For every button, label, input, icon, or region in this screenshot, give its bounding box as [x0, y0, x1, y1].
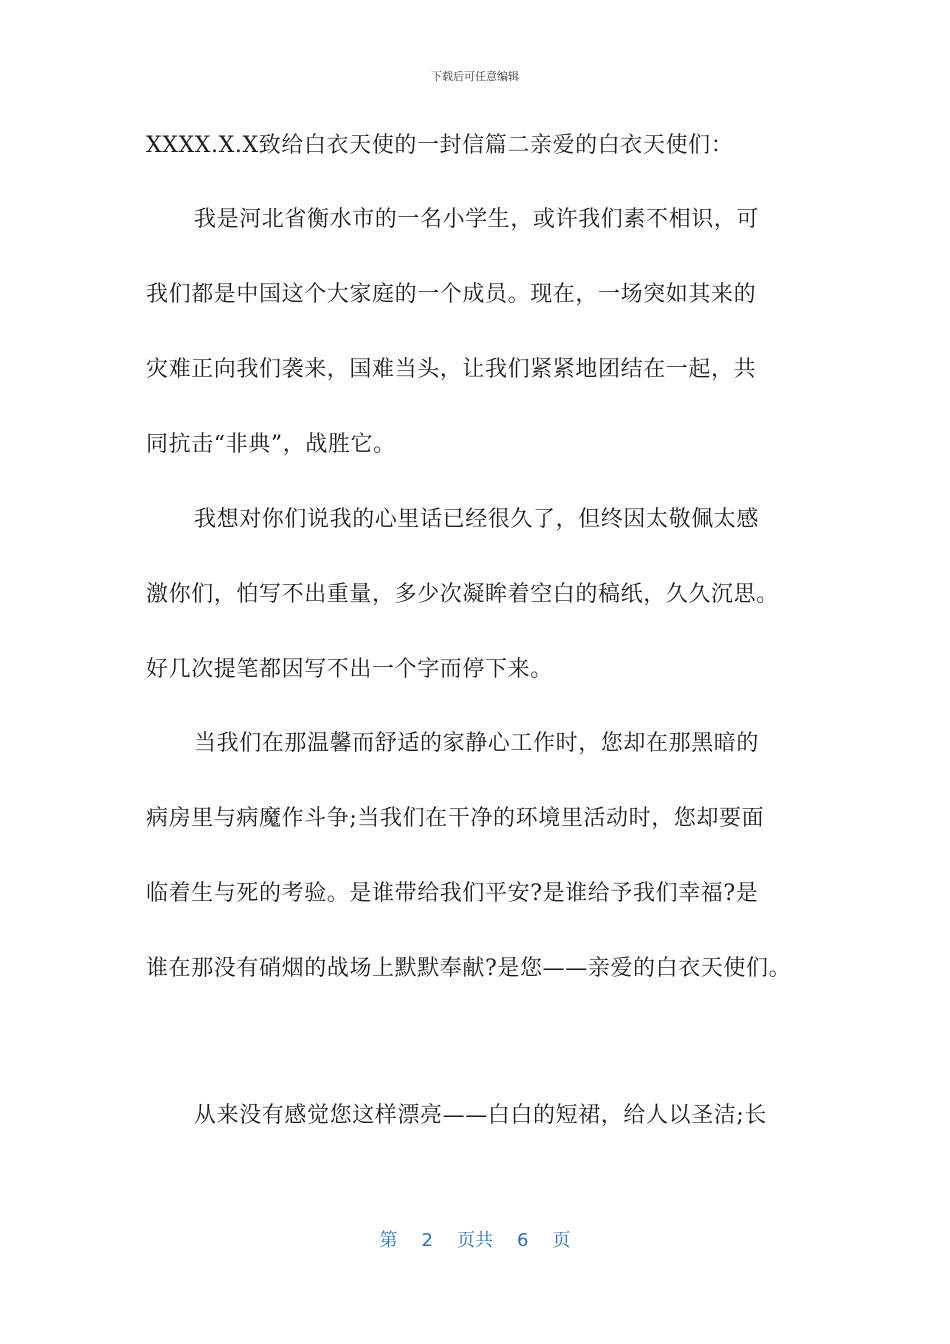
text-line-7: 激你们，怕写不出重量，多少次凝眸着空白的稿纸，久久沉思。 — [146, 582, 779, 607]
text-line-13: 从来没有感觉您这样漂亮——白白的短裙，给人以圣洁;长 — [194, 1103, 768, 1128]
text-line-4: 灾难正向我们袭来，国难当头，让我们紧紧地团结在一起，共 — [146, 357, 757, 382]
text-line-2: 我是河北省衡水市的一名小学生，或许我们素不相识，可 — [194, 207, 760, 232]
text-line-3: 我们都是中国这个大家庭的一个成员。现在，一场突如其来的 — [146, 282, 757, 307]
footer-suffix: 页 — [552, 1230, 571, 1251]
footer-page-number: 2 — [421, 1230, 433, 1251]
text-line-10: 病房里与病魔作斗争;当我们在干净的环境里活动时，您却要面 — [146, 806, 765, 831]
text-line-9: 当我们在那温馨而舒适的家静心工作时，您却在那黑暗的 — [194, 731, 760, 756]
text-line-1: XXXX.X.X致给白衣天使的一封信篇二亲爱的白衣天使们： — [146, 133, 734, 158]
footer-prefix: 第 — [379, 1230, 398, 1251]
page-header-note: 下载后可任意编辑 — [431, 70, 519, 83]
text-line-6: 我想对你们说我的心里话已经很久了，但终因太敬佩太感 — [194, 507, 760, 532]
footer-total-pages: 6 — [517, 1230, 529, 1251]
text-line-11: 临着生与死的考验。是谁带给我们平安?是谁给予我们幸福?是 — [146, 881, 759, 906]
page-footer — [0, 1226, 950, 1252]
text-line-5: 同抗击“非典”，战胜它。 — [146, 432, 396, 457]
text-line-12: 谁在那没有硝烟的战场上默默奉献?是您——亲爱的白衣天使们。 — [146, 956, 792, 981]
text-line-8: 好几次提笔都因写不出一个字而停下来。 — [146, 657, 553, 682]
footer-middle: 页共 — [457, 1230, 493, 1251]
